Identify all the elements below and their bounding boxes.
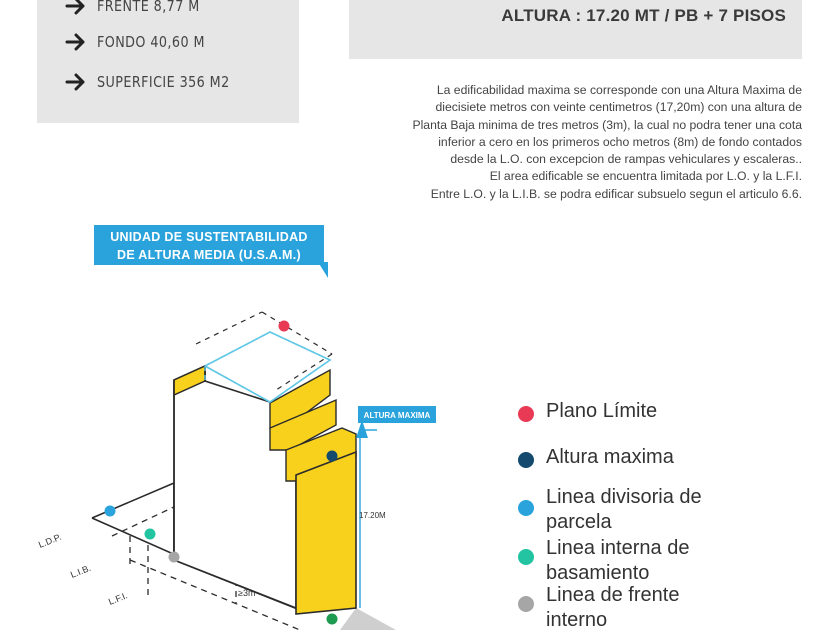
legend-dot [518, 596, 534, 612]
legend-label: Linea divisoria de [546, 486, 702, 508]
linea-frente-interno-marker [169, 552, 180, 563]
ldp-line [92, 483, 174, 518]
usam-badge-line: UNIDAD DE SUSTENTABILIDAD [110, 230, 308, 244]
legend-label: Linea interna de [546, 537, 690, 559]
building-front-yellow [296, 452, 356, 614]
description-line: Planta Baja minima de tres metros (3m), la cual no podra tener una cota [412, 117, 802, 132]
legend-dot [518, 549, 534, 565]
height-title: ALTURA : 17.20 MT / PB + 7 PISOS [501, 6, 786, 25]
ldp-label: L.D.P. [37, 531, 63, 550]
legend-dot [518, 452, 534, 468]
description-line: inferior a cero en los primeros ocho metros (8m) de fondo contados [438, 134, 802, 149]
legend-label: Altura maxima [546, 446, 674, 468]
lib-label: L.I.B. [69, 562, 93, 580]
linea-interna-marker [145, 529, 156, 540]
lot-item-label: SUPERFICIE 356 M2 [97, 73, 230, 91]
lot-item-label: FONDO 40,60 M [97, 33, 205, 51]
usam-badge-line: DE ALTURA MEDIA (U.S.A.M.) [117, 248, 301, 262]
height-value-label: 17.20M [359, 511, 386, 520]
plano-limite-marker [279, 321, 290, 332]
altura-maxima-marker [327, 451, 338, 462]
ground-strip [340, 608, 396, 630]
description-line: El area edificable se encuentra limitada por L.O. y la L.F.I. [489, 169, 802, 184]
legend-label-line2: basamiento [546, 562, 650, 584]
pb-height-label: ≥3m [238, 588, 256, 598]
description-line: La edificabilidad maxima se corresponde con una Altura Maxima de [436, 83, 802, 97]
lot-item-label: FRENTE 8,77 M [97, 0, 200, 15]
description-line: diecisiete metros con veinte centimetros (17,20m) con una altura de [435, 100, 802, 115]
lfi-label: L.F.I. [107, 590, 129, 607]
legend-dot [518, 406, 534, 422]
linea-divisoria-marker [105, 506, 116, 517]
altura-maxima-label: ALTURA MAXIMA [363, 411, 431, 420]
legend-label: Plano Límite [546, 400, 658, 422]
linea-oficial-marker [327, 614, 338, 625]
description-line: Entre L.O. y la L.I.B. se podra edificar subsuelo segun el articulo 6.6. [430, 186, 802, 201]
description-line: desde la L.O. con excepcion de rampas vehiculares y escaleras.. [450, 152, 802, 167]
legend-dot [518, 500, 534, 516]
badge-tail [318, 262, 328, 278]
legend-label-line2: parcela [546, 511, 612, 533]
legend-label: Linea de frente [546, 584, 680, 606]
legend-label-line2: interno [546, 609, 608, 631]
